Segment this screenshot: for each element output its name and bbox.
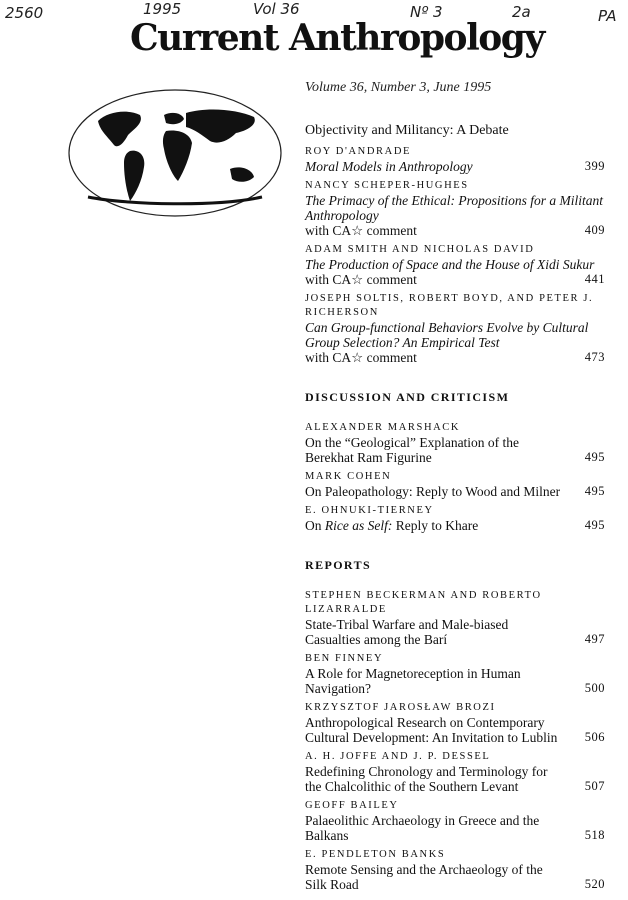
table-of-contents — [305, 123, 605, 897]
article-author: E. OHNUKI-TIERNEY — [305, 505, 434, 516]
comment-note: with CA☆ comment — [305, 350, 417, 365]
page-number: 399 — [584, 159, 605, 173]
title-suffix: Reply to Khare — [392, 518, 479, 533]
article-author: KRZYSZTOF JAROSŁAW BROZI — [305, 702, 496, 713]
article-title: Moral Models in Anthropology — [305, 159, 473, 174]
title-prefix: On — [305, 518, 325, 533]
page-number: 495 — [584, 450, 605, 464]
article-title: On Paleopathology: Reply to Wood and Milner — [305, 484, 561, 499]
article-entry — [305, 470, 605, 499]
article-title: Remote Sensing and the Archaeology of the Silk Road — [305, 862, 543, 892]
article-entry — [305, 504, 605, 533]
article-entry — [305, 145, 605, 174]
handwritten-annotation: 1995 — [143, 0, 182, 18]
article-title: The Production of Space and the House of Xidi Sukur — [305, 257, 595, 272]
article-title: The Primacy of the Ethical: Propositions for a Militant Anthropology — [305, 193, 603, 223]
handwritten-annotation: PA — [598, 7, 617, 25]
article-author: A. H. JOFFE AND J. P. DESSEL — [305, 751, 491, 762]
handwritten-annotation: 2a — [512, 3, 531, 21]
article-author: JOSEPH SOLTIS, ROBERT BOYD, AND PETER J. RICHERSON — [305, 293, 594, 318]
article-title: Palaeolithic Archaeology in Greece and the Balkans — [305, 813, 540, 843]
article-title: Can Group-functional Behaviors Evolve by Cultural Group Selection? An Empirical Test — [305, 320, 589, 350]
page-number: 409 — [584, 223, 605, 237]
article-title: Anthropological Research on Contemporary Cultural Development: An Invitation to Lublin — [305, 715, 558, 745]
handwritten-annotation: Vol 36 — [253, 0, 300, 18]
comment-note: with CA☆ comment — [305, 223, 417, 238]
handwritten-annotation: 2560 — [5, 4, 44, 22]
journal-masthead: Current Anthropology — [130, 17, 544, 59]
article-entry — [305, 421, 605, 465]
article-author: GEOFF BAILEY — [305, 800, 399, 811]
article-title: A Role for Magnetoreception in Human Navigation? — [305, 666, 521, 696]
article-entry — [305, 799, 605, 843]
section-heading: DISCUSSION AND CRITICISM — [305, 390, 510, 404]
page-number: 495 — [584, 484, 605, 498]
article-entry — [305, 750, 605, 794]
page-number: 495 — [584, 518, 605, 532]
issue-line: Volume 36, Number 3, June 1995 — [305, 80, 492, 95]
page-number: 507 — [584, 779, 605, 793]
article-entry — [305, 292, 605, 365]
article-author: E. PENDLETON BANKS — [305, 849, 446, 860]
article-author: NANCY SCHEPER-HUGHES — [305, 180, 469, 191]
article-author: BEN FINNEY — [305, 653, 384, 664]
page-number: 506 — [584, 730, 605, 744]
comment-note: with CA☆ comment — [305, 272, 417, 287]
article-entry — [305, 179, 605, 238]
page-number: 520 — [584, 877, 605, 891]
article-author: ROY D'ANDRADE — [305, 146, 412, 157]
article-title: State-Tribal Warfare and Male-biased Casualties among the Barí — [305, 617, 509, 647]
article-author: ADAM SMITH AND NICHOLAS DAVID — [305, 244, 535, 255]
article-author: STEPHEN BECKERMAN AND ROBERTO LIZARRALDE — [305, 590, 542, 615]
article-entry — [305, 652, 605, 696]
world-map-logo — [68, 89, 283, 217]
article-author: ALEXANDER MARSHACK — [305, 422, 461, 433]
page-number: 500 — [584, 681, 605, 695]
article-title: On the “Geological” Explanation of the Berekhat Ram Figurine — [305, 435, 520, 465]
section-heading: REPORTS — [305, 558, 372, 572]
page-number: 497 — [584, 632, 605, 646]
article-entry — [305, 243, 605, 287]
page-number: 441 — [584, 272, 605, 286]
section-title: Objectivity and Militancy: A Debate — [305, 123, 509, 138]
article-entry — [305, 701, 605, 745]
title-italic: Rice as Self: — [324, 518, 393, 533]
page-number: 518 — [584, 828, 605, 842]
article-entry — [305, 848, 605, 892]
article-title — [305, 518, 560, 533]
handwritten-annotation: Nº 3 — [410, 3, 443, 21]
page-number: 473 — [584, 350, 605, 364]
article-author: MARK COHEN — [305, 471, 392, 482]
article-title: Redefining Chronology and Terminology for the Chalcolithic of the Southern Levant — [305, 764, 548, 794]
article-entry — [305, 589, 605, 647]
